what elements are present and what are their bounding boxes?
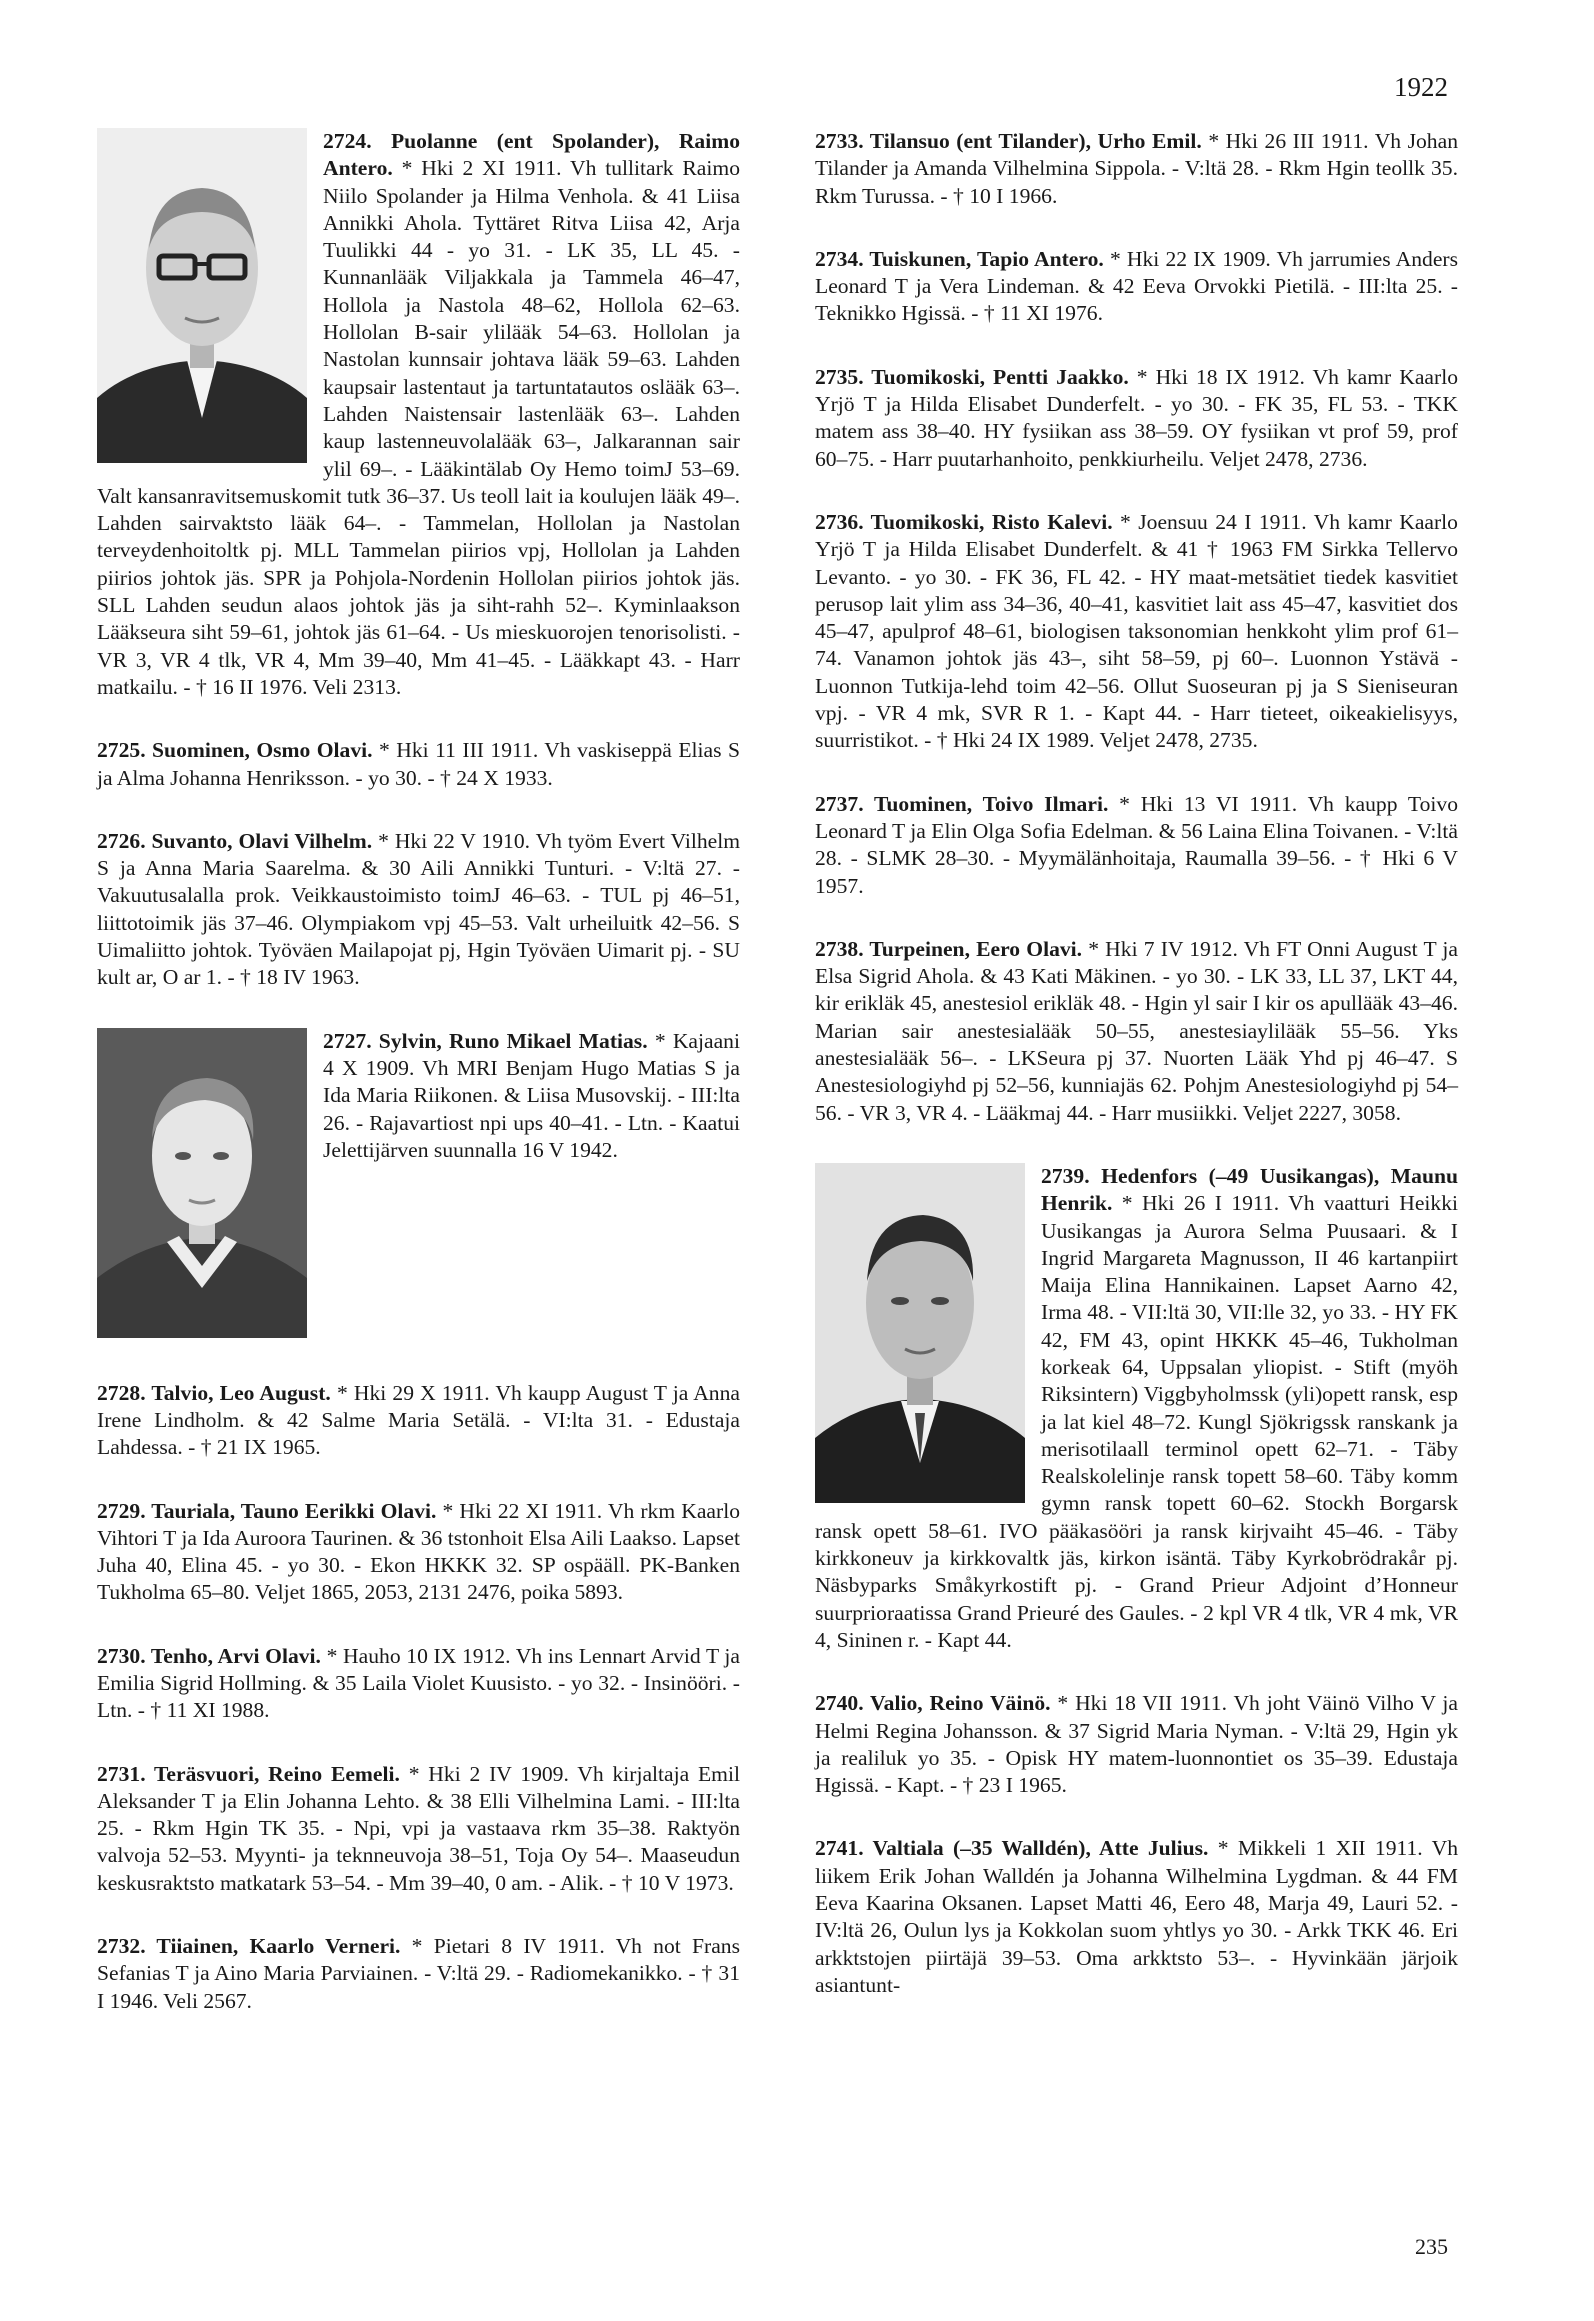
entry-heading: 2725. Suominen, Osmo Olavi. xyxy=(97,738,373,763)
portrait-photo-2739 xyxy=(815,1163,1025,1503)
entry-text: * Mikkeli 1 XII 1911. Vh liikem Erik Johan Walldén ja Johanna Wilhelmina Lygdman. & 44 FM Eeva Kaarina Oksanen. Lapset Matti 46, Eero 48, Marja 49, Lauri 52. - IV:ltä 26, Oulun lys ja Kokkolan suom yhtlys yo 30. - Arkk TKK 46. Eri arkktstojen piirtäjä 39–53. Oma arkktsto 53–. - Hyvinkään järjoik asiantunt- xyxy=(815,1836,1459,1997)
entry-heading: 2739. Hedenfors (–49 Uusikangas), Maunu Henrik. xyxy=(1041,1163,1458,1216)
entry-2740 xyxy=(815,1690,1458,1799)
entry-heading: 2728. Talvio, Leo August. xyxy=(97,1380,331,1405)
entry-heading: 2730. Tenho, Arvi Olavi. xyxy=(97,1643,321,1668)
portrait-photo-icon xyxy=(97,128,307,463)
entry-2741 xyxy=(815,1835,1458,1999)
right-column xyxy=(815,128,1458,2035)
page-number: 235 xyxy=(1415,2234,1448,2259)
portrait-photo-icon xyxy=(815,1163,1025,1503)
entry-heading: 2741. Valtiala (–35 Walldén), Atte Julius. xyxy=(815,1836,1209,1861)
entry-2738 xyxy=(815,936,1458,1127)
portrait-photo-icon xyxy=(97,1028,307,1338)
entry-heading: 2738. Turpeinen, Eero Olavi. xyxy=(815,936,1083,961)
entry-heading: 2727. Sylvin, Runo Mikael Matias. xyxy=(323,1028,648,1053)
entry-2737 xyxy=(815,791,1458,900)
entry-2725 xyxy=(97,737,740,792)
entry-text: * Hki 29 X 1911. Vh kaupp August T ja Anna Irene Lindholm. & 42 Salme Maria Setälä. - VI:lta 31. - Edustaja Lahdessa. - † 21 IX 1965. xyxy=(97,1380,740,1460)
entry-text: * Hki 11 III 1911. Vh vaskiseppä Elias S ja Alma Johanna Henriksson. - yo 30. - † 24 X 1933. xyxy=(97,738,741,790)
entry-2724 xyxy=(97,128,740,701)
entry-heading: 2734. Tuiskunen, Tapio Antero. xyxy=(815,246,1104,271)
entry-heading: 2740. Valio, Reino Väinö. xyxy=(815,1691,1051,1716)
entry-heading: 2726. Suvanto, Olavi Vilhelm. xyxy=(97,828,373,853)
entry-text: * Joensuu 24 I 1911. Vh kamr Kaarlo Yrjö T ja Hilda Elisabet Dunderfelt. & 41 † 1963 FM Sirkka Tellervo Levanto. - yo 30. - FK 36, FL 42. - HY maat-metsätiet tiedek kasvitiet perusop lait ylim ass 34–36, 40–41, kasvitiet lait ass 45–47, kasvitiet dos 45–47, apulprof 48–61, biologisen taksonomian henkkoht ylim prof 61–74. Vanamon johtok jäs 43–, siht 58–59, pj 60–. Luonnon Ystävä - Luonnon Tutkija-lehd toim 42–56. Ollut Suoseuran pj ja S Sieniseuran vpj. - VR 4 mk, SVR R 1. - Kapt 44. - Harr tieteet, oikeakielisyys, suurristikot. - † Hki 24 IX 1989. Veljet 2478, 2735. xyxy=(815,509,1458,753)
entry-2734 xyxy=(815,246,1458,328)
entry-heading: 2732. Tiiainen, Kaarlo Verneri. xyxy=(97,1934,401,1959)
entry-2736 xyxy=(815,509,1458,755)
entry-text: * Hki 2 XI 1911. Vh tullitark Raimo Niilo Spolander ja Hilma Venhola. & 41 Liisa Annikki Ahola. Tyttäret Ritva Liisa 42, Arja Tuulikki 44 - yo 31. - LK 35, LL 45. - Kunnanlääk Viljakkala ja Tammela 46–47, Hollola ja Nastola 48–62, Hollola 62–63. Hollolan B-sair ylilääk 54–63. Hollolan ja Nastolan kunnsair johtava lääk 59–63. Lahden kaupsair lastentaut ja tartuntatautos oslääk 63–. Lahden Naistensair lastenlääk 63–. Lahden kaup lastenneuvolalääk 63–, Jalkarannan sair ylil 69–. - Lääkintälab Oy Hemo toimJ 53–69. Valt kansanravitsemuskomit tutk 36–37. Us teoll lait ia koulujen lääk 49–. Lahden sairvaktsto lääk 64–. - Tammelan, Hollolan ja Nastolan terveydenhoitoltk pj. MLL Tammelan piirios vpj, Hollolan ja Lahden piirios johtok jäs. SPR ja Pohjola-Nordenin Hollolan piirios johtok jäs. SLL Lahden seudun alaos johtok jäs ja siht-rahh 52–. Kyminlaakson Lääkseura siht 59–61, johtok jäs 61–64. - Us mieskuorojen tenorisolisti. - VR 3, VR 4 tlk, VR 4, Mm 39–40, Mm 41–45. - Lääkkapt 43. - Harr matkailu. - † 16 II 1976. Veli 2313. xyxy=(97,156,740,699)
entry-text: * Hki 13 VI 1911. Vh kaupp Toivo Leonard T ja Elin Olga Sofia Edelman. & 56 Laina Elina Toivanen. - V:ltä 28. - SLMK 28–30. - Myymälänhoitaja, Raumalla 39–56. - † Hki 6 V 1957. xyxy=(815,791,1458,898)
entry-text: * Hki 22 IX 1909. Vh jarrumies Anders Leonard T ja Vera Lindeman. & 42 Eeva Orvokki Pietilä. - III:lta 25. - Teknikko Hgissä. - † 11 XI 1976. xyxy=(815,246,1459,326)
entry-text: * Hki 26 I 1911. Vh vaatturi Heikki Uusikangas ja Aurora Selma Puusaari. & I Ingrid Margareta Magnusson, II 46 kartanpiirt Maija Elina Hannikainen. Lapset Aarno 42, Irma 48. - VII:ltä 30, VII:lle 32, yo 33. - HY FK 42, FM 43, opint HKKK 45–46, Tukholman korkeak 64, Uppsalan yliopist. - Stift (myöh Riksintern) Viggbyholmssk (yli)opett ransk, esp ja lat kiel 48–72. Kungl Sjökrigssk ranskank ja merisotilaall terminol opett 62–71. - Täby Realskolelinje ransk topett 58–60. Täby komm gymn ransk topett 60–62. Stockh Borgarsk ransk opett 58–61. IVO pääkasööri ja ransk kirjvaiht 45–46. - Täby kirkkoneuv ja kirkkovaltk jäs, kirkon isäntä. Täby Kyrkobrödrakår pj. Näsbyparks Småkyrkostift pj. - Grand Prieur Adjoint d’Honneur suurprioraatissa Grand Prieuré des Gaules. - 2 kpl VR 4 tlk, VR 4 mk, VR 4, Sininen r. - Kapt 44. xyxy=(815,1191,1458,1652)
portrait-photo-2724 xyxy=(97,128,307,463)
entry-text: * Hki 7 IV 1912. Vh FT Onni August T ja Elsa Sigrid Ahola. & 43 Kati Mäkinen. - yo 30. - LK 33, LL 37, LKT 44, kir erikläk 45, anestesiol erikläk 48. - Hgin yl sair I kir os apullääk 43–46. Marian sair anestesialääk 50–55, anestesiaylilääk 55–56. Yks anestesialääk 56–. - LKSeura pj 37. Nuorten Lääk Yhd pj 46–47. S Anestesiologiyhd pj 52–56, kunniajäs 62. Pohjm Anestesiologiyhd pj 54–56. - VR 3, VR 4. - Lääkmaj 44. - Harr musiikki. Veljet 2227, 3058. xyxy=(815,936,1458,1125)
entry-2739 xyxy=(815,1163,1458,1654)
entry-2735 xyxy=(815,364,1458,473)
entry-2731 xyxy=(97,1761,740,1897)
entry-text: * Hki 26 III 1911. Vh Johan Tilander ja Amanda Vilhelmina Sippola. - V:ltä 28. - Rkm Hgin teollk 35. Rkm Turussa. - † 10 I 1966. xyxy=(815,129,1458,208)
entry-heading: 2736. Tuomikoski, Risto Kalevi. xyxy=(815,509,1113,534)
entry-heading: 2737. Tuominen, Toivo Ilmari. xyxy=(815,791,1109,816)
entry-2730 xyxy=(97,1643,740,1725)
entry-text: * Hki 18 IX 1912. Vh kamr Kaarlo Yrjö T ja Hilda Elisabet Dunderfelt. - yo 30. - FK 35, FL 53. - TKK matem ass 38–40. HY fysiikan ass 38–59. OY fysiikan vt prof 59, prof 60–75. - Harr puutarhanhoito, penkkiurheilu. Veljet 2478, 2736. xyxy=(815,364,1458,471)
left-column xyxy=(97,128,740,2051)
entry-text: * Hauho 10 IX 1912. Vh ins Lennart Arvid T ja Emilia Sigrid Hollming. & 35 Laila Violet Kuusisto. - yo 32. - Insinööri. - Ltn. - † 11 XI 1988. xyxy=(97,1643,740,1723)
volume-number: 1922 xyxy=(1394,72,1448,102)
entry-text: * Hki 18 VII 1911. Vh joht Väinö Vilho V ja Helmi Regina Johansson. & 37 Sigrid Maria Nyman. - V:ltä 29, Hgin yk ja realiluk yo 35. - Opisk HY matem-luonnontiet os 35–39. Edustaja Hgissä. - Kapt. - † 23 I 1965. xyxy=(815,1691,1458,1798)
entry-heading: 2724. Puolanne (ent Spolander), Raimo Antero. xyxy=(323,129,740,181)
entry-heading: 2733. Tilansuo (ent Tilander), Urho Emil. xyxy=(815,129,1202,153)
portrait-photo-2727 xyxy=(97,1028,307,1338)
entry-text: * Hki 22 XI 1911. Vh rkm Kaarlo Vihtori T ja Ida Auroora Taurinen. & 36 tstonhoit Elsa Aili Laakso. Lapset Juha 40, Elina 45. - yo 30. - Ekon HKKK 32. SP ospääll. PK-Banken Tukholma 65–80. Veljet 1865, 2053, 2131 2476, poika 5893. xyxy=(97,1498,740,1605)
entry-2726 xyxy=(97,828,740,992)
entry-2727 xyxy=(97,1028,740,1344)
entry-2729 xyxy=(97,1498,740,1607)
entry-heading: 2735. Tuomikoski, Pentti Jaakko. xyxy=(815,364,1129,389)
entry-text: * Kajaani 4 X 1909. Vh MRI Benjam Hugo Matias S ja Ida Maria Riikonen. & Liisa Musovskij. - III:lta 26. - Rajavartiost npi ups 40–41. - Ltn. - Kaatui Jelettijärven suunnalla 16 V 1942. xyxy=(323,1028,740,1162)
entry-2728 xyxy=(97,1380,740,1462)
entry-heading: 2729. Tauriala, Tauno Eerikki Olavi. xyxy=(97,1498,437,1523)
entry-2732 xyxy=(97,1933,740,2015)
entry-text: * Hki 2 IV 1909. Vh kirjaltaja Emil Aleksander T ja Elin Johanna Lehto. & 38 Elli Vilhelmina Lami. - III:lta 25. - Rkm Hgin TK 35. - Npi, vpi ja vastaava rkm 35–38. Raktyön valvoja 52–53. Myynti- ja teknneuvoja 38–51, Toja Oy 54–. Maaseudun keskusraktsto matkatark 53–54. - Mm 39–40, 0 am. - Alik. - † 10 V 1973. xyxy=(97,1761,740,1895)
entry-text: * Pietari 8 IV 1911. Vh not Frans Sefanias T ja Aino Maria Parviainen. - V:ltä 29. - Radiomekanikko. - † 31 I 1946. Veli 2567. xyxy=(97,1934,740,2013)
entry-heading: 2731. Teräsvuori, Reino Eemeli. xyxy=(97,1761,400,1786)
entry-text: * Hki 22 V 1910. Vh työm Evert Vilhelm S ja Anna Maria Saarelma. & 30 Aili Annikki Tunturi. - V:ltä 27. - Vakuutusalalla prok. Veikkaustoimisto toimJ 46–63. - TUL pj 46–51, liittotoimik jäs 37–46. Olympiakom vpj 45–53. Valt urheiluitk 42–56. S Uimaliitto johtok. Työväen Mailapojat pj, Hgin Työväen Uimarit pj. - SU kult ar, O ar 1. - † 18 IV 1963. xyxy=(97,828,740,990)
entry-2733 xyxy=(815,128,1458,210)
